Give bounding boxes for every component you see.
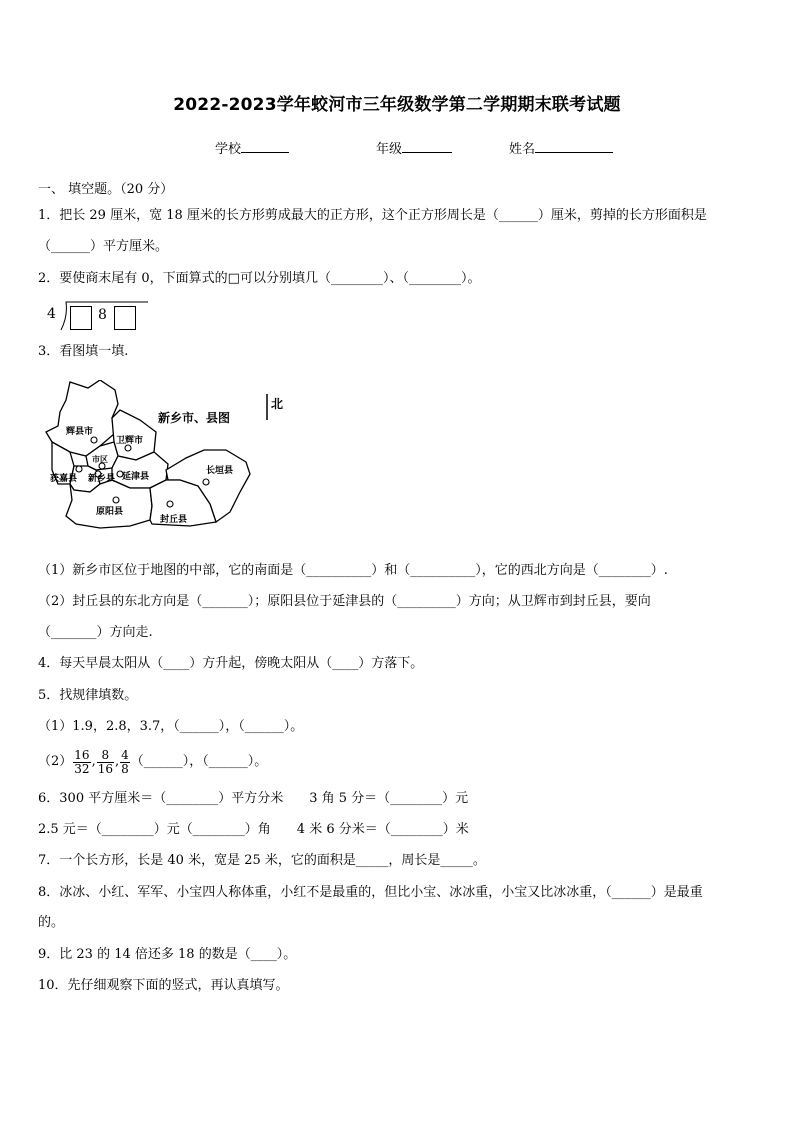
fraction — [73, 749, 90, 776]
numerator: 4 — [121, 747, 129, 762]
map-label: 市区 — [92, 454, 108, 464]
question-10: 10．先仔细观察下面的竖式，再认真填写。 — [38, 978, 289, 993]
city-dot — [167, 501, 173, 507]
denominator: 16 — [97, 761, 113, 776]
question-1-line-1: 1．把长 29 厘米，宽 18 厘米的长方形剪成最大的正方形，这个正方形周长是（______）厘米，剪掉的长方形面积是 — [38, 208, 707, 223]
city-dot — [203, 479, 209, 485]
question-4: 4．每天早晨太阳从（____）方升起，傍晚太阳从（____）方落下。 — [38, 656, 424, 671]
grade-field — [376, 140, 452, 159]
question-1-line-2: （______）平方厘米。 — [38, 239, 169, 254]
question-3-part-2-line-2: （_______）方向走. — [38, 625, 153, 640]
numerator: 16 — [74, 747, 90, 762]
denominator: 32 — [74, 761, 90, 776]
city-dot — [76, 466, 82, 472]
question-6-line-2: 2.5 元＝（________）元（________）角 4 米 6 分米＝（________）米 — [38, 822, 469, 837]
map-title: 新乡市、县图 — [158, 411, 231, 425]
map-label: 新乡县 — [88, 474, 116, 484]
map-label: 原阳县 — [96, 507, 124, 517]
question-5: 5．找规律填数。 — [38, 688, 138, 703]
school-label: 学校 — [215, 142, 242, 157]
numerator: 8 — [97, 749, 114, 763]
section-heading: 一、 填空题。（20 分） — [38, 182, 174, 197]
map-svg — [40, 380, 300, 530]
map-label: 长垣县 — [206, 466, 234, 476]
question-8-line-1: 8．冰冰、小红、军军、小宝四人称体重，小红不是最重的，但比小宝、冰冰重，小宝又比冰冰重，（______）是最重 — [38, 885, 703, 900]
question-5-part-2: （2） $\frac{16}{32}$ , $\frac{8}{16}$ , $\frac{4}{8}$ （______），（______）。 — [38, 747, 268, 776]
question-2: 2．要使商末尾有 0，下面算式的□可以分别填几（________）、（________）。 — [38, 271, 481, 286]
map-figure — [40, 380, 300, 530]
part-prefix: （2） — [38, 754, 73, 769]
map-label: 延津县 — [122, 472, 150, 482]
question-3-part-1: （1）新乡市区位于地图的中部，它的南面是（__________）和（__________），它的西北方向是（________）. — [38, 563, 668, 578]
question-6-line-1: 6．300 平方厘米＝（________）平方分米 3 角 5 分＝（________）元 — [38, 791, 469, 806]
question-9: 9．比 23 的 14 倍还多 18 的数是（____）。 — [38, 947, 297, 962]
division-figure — [44, 298, 154, 334]
fraction — [97, 749, 114, 776]
blank-box — [114, 306, 136, 330]
question-3-part-2-line-1: （2）封丘县的东北方向是（_______）；原阳县位于延津县的（_________）方向；从卫辉市到封丘县，要向 — [38, 594, 651, 609]
north-label: 北 — [271, 397, 284, 411]
fraction — [120, 749, 130, 776]
city-dot — [113, 497, 119, 503]
denominator: 8 — [121, 761, 129, 776]
school-field — [215, 140, 289, 159]
question-7: 7．一个长方形，长是 40 米，宽是 25 米，它的面积是_____，周长是_____。 — [38, 853, 486, 868]
region-weihui — [112, 410, 156, 460]
map-label: 获嘉县 — [50, 474, 78, 484]
grade-label: 年级 — [376, 142, 403, 157]
dividend-digit: 8 — [98, 307, 107, 323]
name-field — [509, 140, 613, 159]
part-suffix: （______），（______）。 — [130, 754, 268, 769]
question-8-line-2: 的。 — [38, 915, 65, 930]
map-label: 卫辉市 — [116, 436, 144, 446]
page-title: 2022-2023学年蛟河市三年级数学第二学期期末联考试题 — [173, 95, 621, 115]
map-label: 封丘县 — [160, 515, 188, 525]
question-3: 3．看图填一填. — [38, 344, 129, 359]
city-dot — [91, 437, 97, 443]
question-5-part-1: （1）1.9，2.8，3.7，（______），（______）。 — [38, 719, 304, 734]
divisor: 4 — [47, 306, 56, 322]
blank-box — [70, 306, 92, 330]
name-label: 姓名 — [509, 142, 536, 157]
map-label: 辉县市 — [66, 427, 94, 437]
